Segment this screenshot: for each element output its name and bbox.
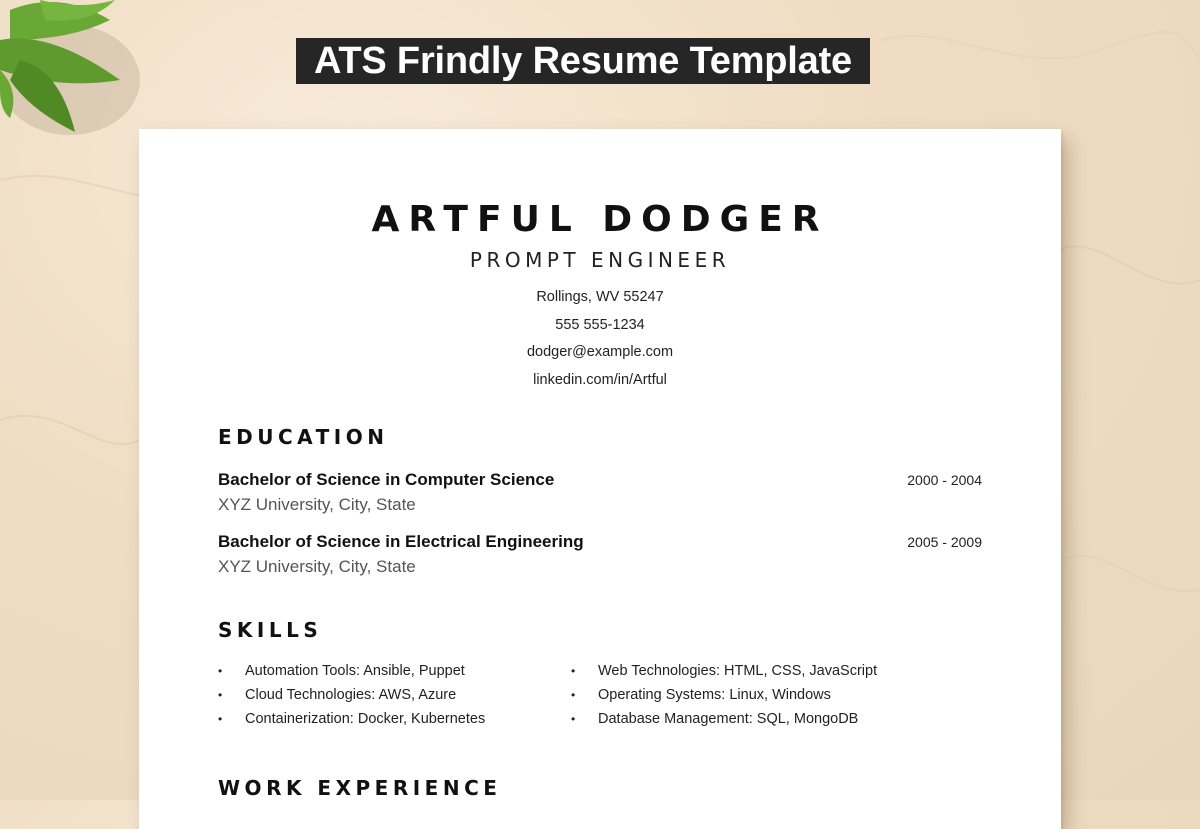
section-skills-title: SKILLS	[218, 618, 323, 642]
education-dates: 2005 - 2009	[907, 534, 982, 550]
section-education-title: EDUCATION	[218, 425, 389, 449]
bullet-icon: •	[571, 688, 576, 702]
skill-item: Database Management: SQL, MongoDB	[598, 711, 859, 727]
contact-phone: 555 555-1234	[555, 317, 645, 333]
bullet-icon: •	[218, 664, 223, 678]
education-school: XYZ University, City, State	[218, 557, 416, 576]
resume-page	[139, 129, 1061, 829]
candidate-name: ARTFUL DODGER	[371, 199, 829, 240]
education-school: XYZ University, City, State	[218, 495, 416, 514]
skill-item: Cloud Technologies: AWS, Azure	[245, 687, 457, 703]
skill-item: Automation Tools: Ansible, Puppet	[245, 663, 465, 679]
section-work-title: WORK EXPERIENCE	[218, 776, 502, 800]
skill-item: Containerization: Docker, Kubernetes	[245, 711, 486, 727]
bullet-icon: •	[218, 712, 223, 726]
bullet-icon: •	[571, 712, 576, 726]
contact-linkedin: linkedin.com/in/Artful	[533, 372, 667, 388]
education-dates: 2000 - 2004	[907, 472, 982, 488]
bullet-icon: •	[218, 688, 223, 702]
bullet-icon: •	[571, 664, 576, 678]
skill-item: Web Technologies: HTML, CSS, JavaScript	[598, 663, 878, 679]
skill-item: Operating Systems: Linux, Windows	[598, 687, 831, 703]
banner-title: ATS Frindly Resume Template	[296, 38, 870, 84]
contact-location: Rollings, WV 55247	[536, 289, 664, 305]
education-degree: Bachelor of Science in Electrical Engineering	[218, 532, 584, 551]
job-title: PROMPT ENGINEER	[469, 248, 731, 272]
plant-decoration	[0, 0, 180, 150]
contact-email: dodger@example.com	[526, 344, 674, 360]
education-degree: Bachelor of Science in Computer Science	[218, 470, 555, 489]
